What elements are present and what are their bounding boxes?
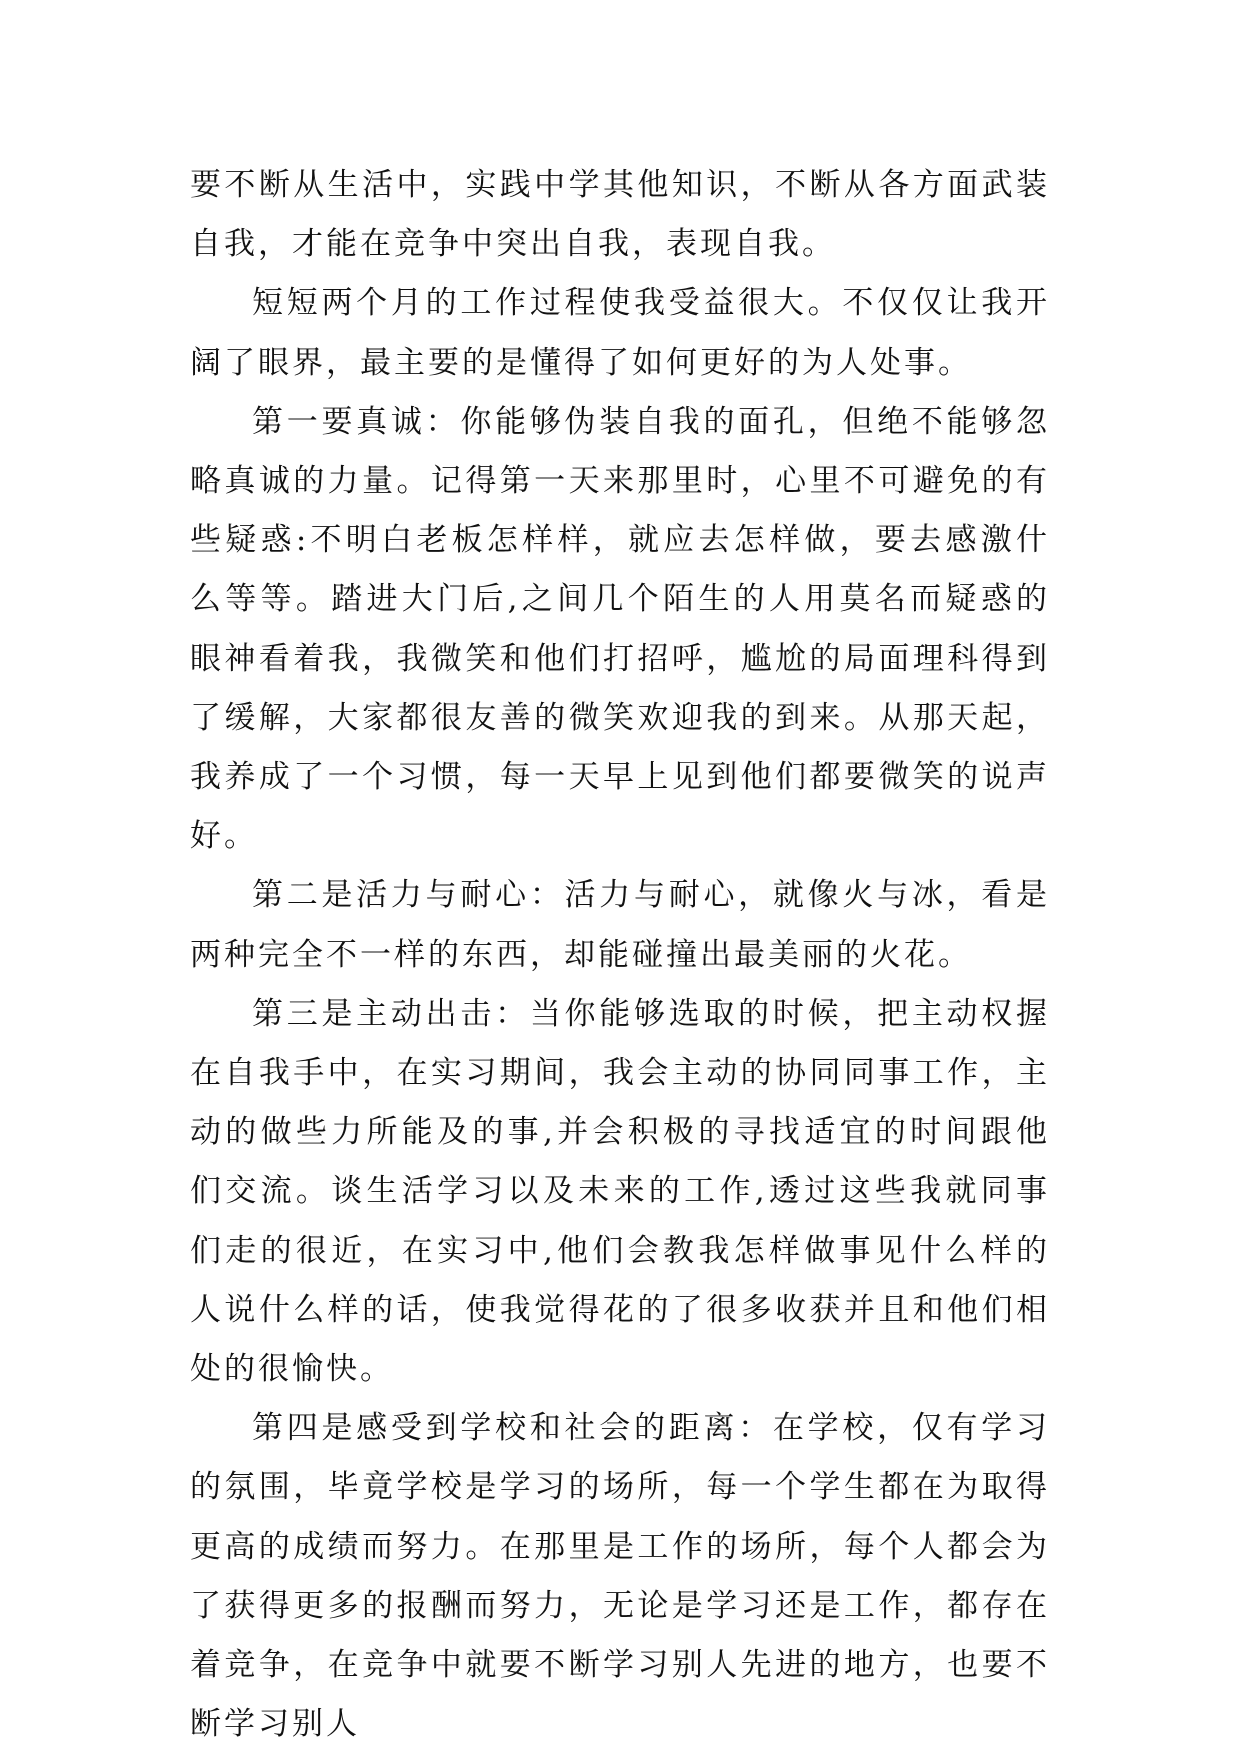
paragraph-continuation: 要不断从生活中，实践中学其他知识，不断从各方面武装自我，才能在竞争中突出自我，表现自我。 [190,167,1050,263]
paragraph-school-society: 第四是感受到学校和社会的距离：在学校，仅有学习的氛围，毕竟学校是学习的场所，每一个学生都在为取得更高的成绩而努力。在那里是工作的场所，每个人都会为了获得更多的报酬而努力，无论是学习还是工作，都存在着竞争，在竞争中就要不断学习别人先进的地方，也要不断学习别人 [190,1410,1050,1743]
paragraph-energy-patience: 第二是活力与耐心：活力与耐心，就像火与冰，看是两种完全不一样的东西，却能碰撞出最美丽的火花。 [190,877,1050,973]
paragraph-sincerity: 第一要真诚：你能够伪装自我的面孔，但绝不能够忽略真诚的力量。记得第一天来那里时，心里不可避免的有些疑惑:不明白老板怎样样，就应去怎样做，要去感激什么等等。踏进大门后,之间几个陌生的人用莫名而疑惑的眼神看着我，我微笑和他们打招呼，尴尬的局面理科得到了缓解，大家都很友善的微笑欢迎我的到来。从那天起，我养成了一个习惯，每一天早上见到他们都要微笑的说声好。 [190,403,1050,855]
paragraph-initiative: 第三是主动出击：当你能够选取的时候，把主动权握在自我手中，在实习期间，我会主动的协同同事工作，主动的做些力所能及的事,并会积极的寻找适宜的时间跟他们交流。谈生活学习以及未来的工作,透过这些我就同事们走的很近，在实习中,他们会教我怎样做事见什么样的人说什么样的话，使我觉得花的了很多收获并且和他们相处的很愉快。 [190,995,1050,1388]
paragraph-benefit: 短短两个月的工作过程使我受益很大。不仅仅让我开阔了眼界，最主要的是懂得了如何更好的为人处事。 [190,285,1050,381]
document-body [190,156,1050,1754]
